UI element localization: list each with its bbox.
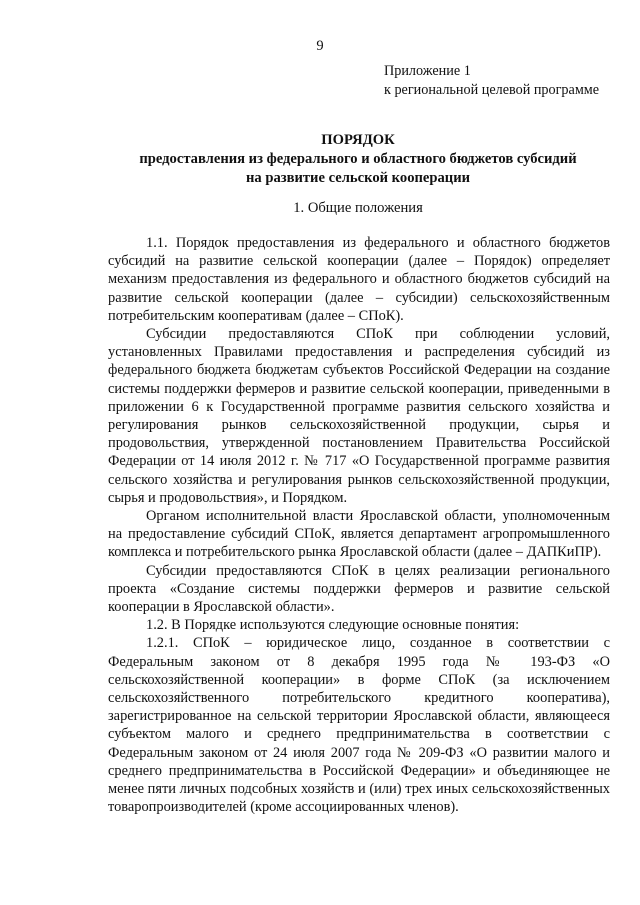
document-title xyxy=(108,131,608,188)
paragraph-subsidies-purpose: Субсидии предоставляются СПоК в целях реализации регионального проекта «Создание системы поддержки фермеров и развитие сельской кооперации в Ярославской области». xyxy=(108,562,610,616)
paragraph-subsidies-conditions: Субсидии предоставляются СПоК при соблюдении условий, установленных Правилами предоставления и распределения субсидий из федерального бюджета бюджетам субъектов Российской Федерации на создание системы поддержки фермеров и развитие сельской кооперации, приведенными в приложении 6 к Государственной программе развития сельского хозяйства и регулирования рынков сельскохозяйственной продукции, сырья и продовольствия, утвержденной постановлением Правительства Российской Федерации от 14 июля 2012 г. № 717 «О Государственной программе развития сельского хозяйства и регулирования рынков сельскохозяйственной продукции, сырья и продовольствия», и Порядком. xyxy=(108,326,610,506)
appendix-line-2: к региональной целевой программе xyxy=(384,82,600,98)
paragraph-1-2: 1.2. В Порядке используются следующие основные понятия: xyxy=(146,617,520,634)
title-subtitle-2: на развитие сельской кооперации xyxy=(245,170,471,186)
title-subtitle-1: предоставления из федерального и областного бюджетов субсидий xyxy=(139,151,577,167)
section-heading: 1. Общие положения xyxy=(293,200,423,216)
paragraph-1-1: 1.1. Порядок предоставления из федерального и областного бюджетов субсидий на развитие сельской кооперации (далее – Порядок) определяет механизм предоставления из федерального и областного бюджетов субсидий на развитие сельской кооперации (далее – субсидии) сельскохозяйственным потребительским кооперативам (далее – СПоК). xyxy=(108,235,610,324)
title-main: ПОРЯДОК xyxy=(321,132,395,148)
document-body xyxy=(108,234,610,817)
paragraph-authority: Органом исполнительной власти Ярославской области, уполномоченным на предоставление субсидий СПоК, является департамент агропромышленного комплекса и потребительского рынка Ярославской области (далее – ДАПКиПР). xyxy=(108,508,610,561)
appendix-line-1: Приложение 1 xyxy=(384,63,471,79)
appendix-reference xyxy=(384,62,599,100)
paragraph-1-2-1: 1.2.1. СПоК – юридическое лицо, созданное в соответствии с Федеральным законом от 8 декабря 1995 года № 193-ФЗ «О сельскохозяйственной кооперации» в форме СПоК (за исключением сельскохозяйственного потребительского кредитного кооператива), зарегистрированное на сельской территории Ярославской области, являющееся субъектом малого и среднего предпринимательства в соответствии с Федеральным законом от 24 июля 2007 года № 209-ФЗ «О развитии малого и среднего предпринимательства в Российской Федерации» и объединяющее не менее пяти личных подсобных хозяйств и (или) трех иных сельскохозяйственных товаропроизводителей (кроме ассоциированных членов). xyxy=(108,635,610,816)
page-number: 9 xyxy=(316,38,324,54)
